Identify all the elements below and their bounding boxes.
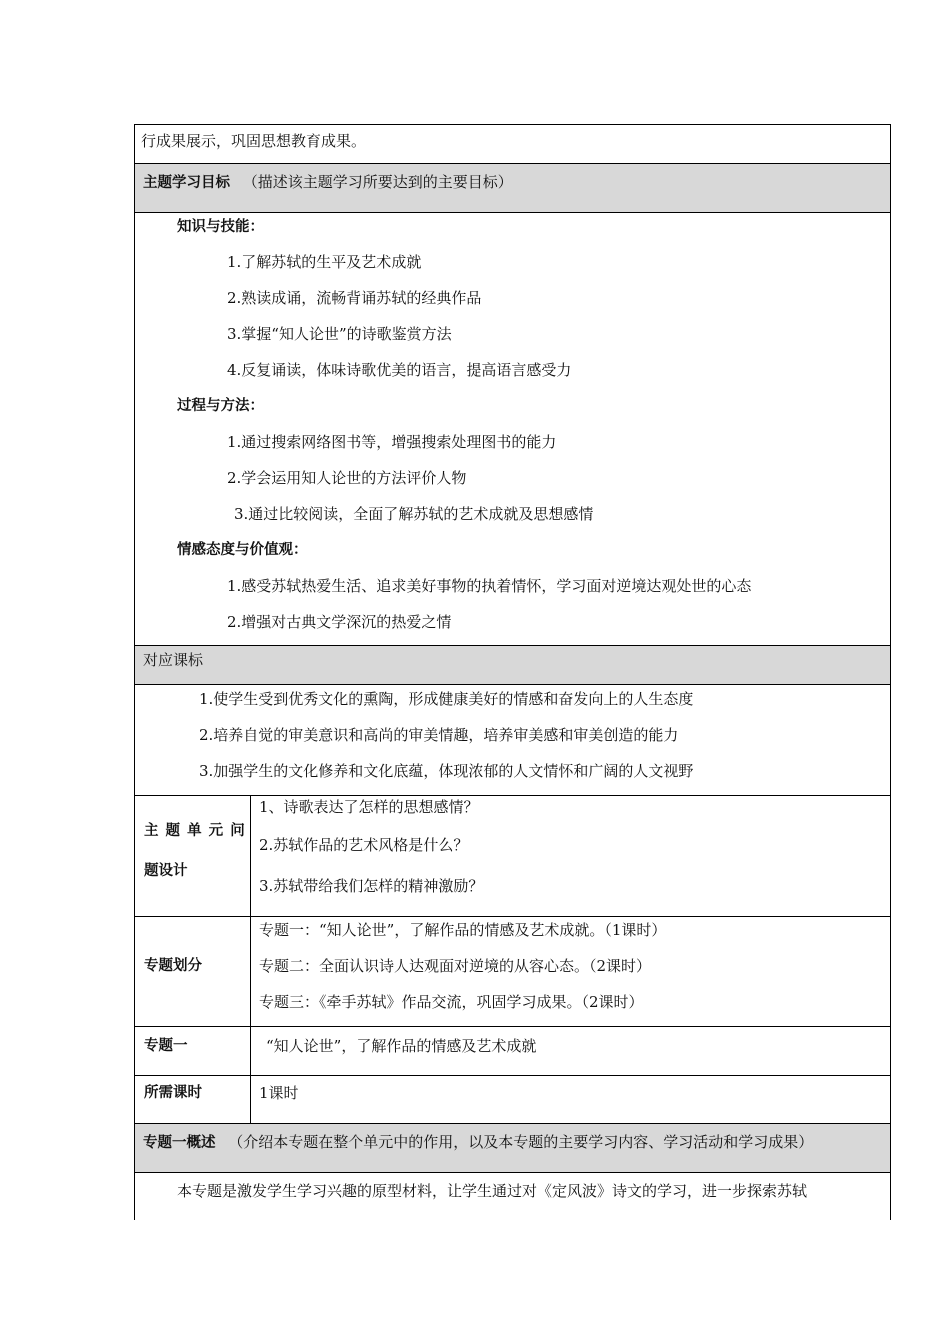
overview-heading-title: 专题一概述 (143, 1135, 216, 1151)
division-item-3: 专题三：《牵手苏轼》作品交流，巩固学习成果。（2课时） (259, 993, 644, 1011)
question-item-2: 2.苏轼作品的艺术风格是什么？ (259, 836, 469, 854)
overview-heading-row (135, 1124, 890, 1173)
lesson-plan-table (134, 124, 891, 1220)
column-divider (250, 1076, 251, 1124)
questions-label-line2: 题设计 (144, 863, 188, 879)
column-divider (250, 1027, 251, 1076)
topic1-value: “知人论世”，了解作品的情感及艺术成就 (266, 1037, 537, 1055)
knowledge-item-1: 1.了解苏轼的生平及艺术成就 (227, 253, 422, 271)
knowledge-item-2: 2.熟读成诵，流畅背诵苏轼的经典作品 (227, 289, 482, 307)
division-item-1: 专题一：“知人论世”，了解作品的情感及艺术成就。（1课时） (259, 921, 667, 939)
emotion-item-2: 2.增强对古典文学深沉的热爱之情 (227, 613, 452, 631)
process-item-3: 3.通过比较阅读，全面了解苏轼的艺术成就及思想感情 (234, 505, 594, 523)
hours-row (135, 1076, 890, 1124)
intro-text: 行成果展示，巩固思想教育成果。 (141, 132, 367, 150)
questions-label-line1: 主 题 单 元 问 (144, 823, 246, 839)
division-item-2: 专题二：全面认识诗人达观面对逆境的从容心态。（2课时） (259, 957, 652, 975)
intro-row (135, 125, 890, 164)
emotion-title: 情感态度与价值观： (177, 542, 308, 558)
column-divider (250, 796, 251, 917)
knowledge-title: 知识与技能： (177, 219, 264, 235)
overview-text: 本专题是激发学生学习兴趣的原型材料，让学生通过对《定风波》诗文的学习，进一步探索苏轼 (177, 1182, 808, 1200)
overview-body-row (135, 1173, 890, 1221)
knowledge-item-3: 3.掌握“知人论世”的诗歌鉴赏方法 (227, 325, 452, 343)
questions-row (135, 796, 890, 917)
goals-heading-row (135, 164, 890, 213)
goals-body-row (135, 213, 890, 646)
knowledge-item-4: 4.反复诵读，体味诗歌优美的语言，提高语言感受力 (227, 361, 572, 379)
question-item-3: 3.苏轼带给我们怎样的精神激励？ (259, 877, 484, 895)
column-divider (250, 917, 251, 1027)
goals-heading-note: （描述该主题学习所要达到的主要目标） (242, 173, 513, 191)
process-item-2: 2.学会运用知人论世的方法评价人物 (227, 469, 467, 487)
emotion-item-1: 1.感受苏轼热爱生活、追求美好事物的执着情怀，学习面对逆境达观处世的心态 (227, 577, 752, 595)
goals-heading (143, 172, 513, 193)
division-label: 专题划分 (144, 958, 202, 974)
overview-heading (143, 1132, 813, 1153)
goals-heading-title: 主题学习目标 (143, 175, 230, 191)
process-item-1: 1.通过搜索网络图书等，增强搜索处理图书的能力 (227, 433, 557, 451)
hours-value: 1课时 (259, 1084, 299, 1102)
topic1-row (135, 1027, 890, 1076)
division-row (135, 917, 890, 1027)
question-item-1: 1、诗歌表达了怎样的思想感情？ (259, 798, 479, 816)
overview-heading-note: （介绍本专题在整个单元中的作用，以及本专题的主要学习内容、学习活动和学习成果） (228, 1133, 814, 1151)
standards-item-3: 3.加强学生的文化修养和文化底蕴，体现浓郁的人文情怀和广阔的人文视野 (199, 762, 694, 780)
standards-item-1: 1.使学生受到优秀文化的熏陶，形成健康美好的情感和奋发向上的人生态度 (199, 690, 694, 708)
hours-label: 所需课时 (144, 1085, 202, 1101)
standards-item-2: 2.培养自觉的审美意识和高尚的审美情趣，培养审美感和审美创造的能力 (199, 726, 679, 744)
standards-heading-row (135, 646, 890, 685)
standards-heading: 对应课标 (143, 651, 204, 669)
process-title: 过程与方法： (177, 398, 264, 414)
topic1-label: 专题一 (144, 1038, 188, 1054)
standards-body-row (135, 685, 890, 796)
